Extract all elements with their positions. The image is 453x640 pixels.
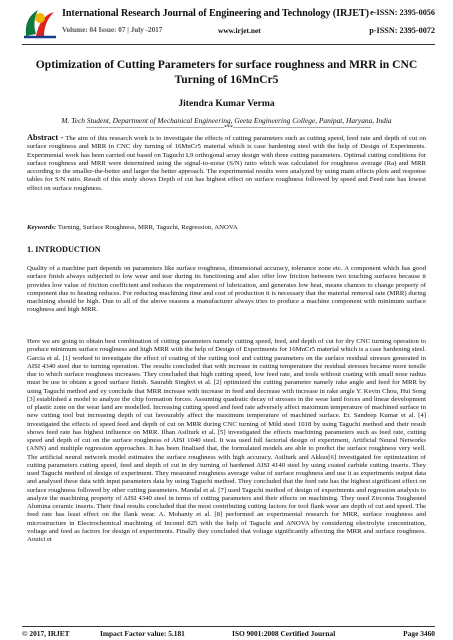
header-rule (22, 44, 435, 45)
footer-iso: ISO 9001:2008 Certified Journal (232, 629, 336, 638)
footer-copyright: © 2017, IRJET (22, 629, 70, 638)
intro-paragraph-1: Quality of a machine part depends on parameters like surface roughness, dimensional accuracy, tolerance zone etc. A component which has good surface finish always subjected to low wear and tear during its functioning and also offer low friction between two touching surfaces because it provides low value of friction coefficient and reduces the requirement of lubrication, and generates low heat, means chances to change property of component due to heating reduces. For reducing machining time and cost of production it is necessary that the material removal rate (MRR) during machining should be high. Due to all of the above reasons a manufacturer always tries to produce a machine component with minimum surface roughness and high MRR. (27, 265, 426, 314)
intro-paragraph-2: Here we are going to obtain best combination of cutting parameters namely cutting speed, feed, and depth of cut for dry CNC turning operation to produce minimum surface roughness and high MRR with the help of Design of Experiments for 16MnCr5 material which is a case hardening steel. Garcia et al. [1] worked to investigate the effect of coating of the cutting tool and cutting parameters on the surface residual stresses generated in AISI 4340 steel due to turning operation. The results concluded that with increase in cutting temperature the residual stresses became more tensile due to which surface roughness increases. They concluded that high cutting speed, low feed rate, and tools without coating with small nose radius must be use to obtain a good surface finish. Saurabh Singhvi et al. [2] optimized the cutting parameter namely rake angle and feed for MRR by using Taguchi method and ey conclude that MRR increase with increase in feed and decrease with increase in rake angle Y. Kevin Chou, Hui Song [3] established a model to analyze the chip formation forces. Assuming quadratic decay of stresses in the wear land forces and linear development of plastic zone on the wear land are modelled. Increasing cutting speed and feed rate adversely affect maximum temperature of machined surface in new cutting tool but increasing depth of cut favourably affect the maximum temperature of machined surface. Er. Sandeep Kumar et al. [4] investigated the effects of speed feed and depth of cut on MRR during CNC turning of Mild steel 1018 by using Taguchi method and their result shows feed rate has highest influence on MRR. Ilhan Asilturk et al. [5] investigated the effects machining parameters such as feed rate, cutting speed and depth of cut on the surface roughness of AISI 1040 steel. It was used full factorial design of experiment, Artificial Neural Networks (ANN) and multiple regression approaches. It has been finalised that, the formulated models are able to predict the surface roughness very well. The artificial neural network model estimates the surface roughness with high accuracy. Asilturk and Akkus[6] investigated for optimization of cutting parameters cutting speed, feed and depth of cut in dry turning of hardened AISI 4140 steel by using coated carbide cutting inserts. They used Taguchi method of design of experiment. They measured roughness average value of surface roughness and use it as experiments output data and analysed these data with input parameters data by using Taguchi method. They concluded that the feed rate has the highest significant effect on surface roughness followed by other cutting parameters. Mandal et al. [7] used Taguchi method of design of experiments and regression analysis to analyze the machining property of AISI 4340 steel in terms of cutting parameters and their effects on machining. They used Zirconia Toughened Alumina ceramic inserts. Their final results concluded that the most contributing cutting factors for tool flank wear are depth of cut and speed. The feed rate has least effect on the flank wear. A. Mohanty et al. [8] performed an experimental research for MRR, surface roughness and microstructure in Electrochemical machining of Inconel 825 with the help of Taguchi and ANOVA by considering electrolyte concentration, voltage and feed as factors for design of experiments. Finally they concluded that voltage significantly affecting the MRR and surface roughness. Aouici et (27, 338, 426, 543)
paper-author: Jitendra Kumar Verma (178, 98, 275, 109)
page-footer (22, 627, 435, 639)
keywords-label: Keywords: (27, 224, 57, 231)
abstract-label: Abstract - (27, 133, 64, 142)
keywords-text: Turning, Surface Roughness, MRR, Taguchi, Regression, ANOVA (56, 224, 238, 231)
journal-header (22, 6, 435, 46)
pissn: p-ISSN: 2395-0072 (369, 26, 435, 35)
journal-name: International Research Journal of Engineering and Technology (IRJET) (62, 8, 369, 19)
volume-issue: Volume: 04 Issue: 07 | July -2017 (62, 26, 163, 34)
paper-title: Optimization of Cutting Parameters for surface roughness and MRR in CNC Turning of 16MnCr5 (35, 58, 418, 86)
irjet-logo-icon (22, 6, 58, 40)
separator-text: ---------------------------------------------------------------------***--------------------------------------------------------------------- (86, 125, 371, 131)
footer-impact: Impact Factor value: 5.181 (100, 629, 185, 638)
keywords (27, 224, 426, 232)
eissn: e-ISSN: 2395-0056 (370, 8, 435, 17)
abstract (27, 134, 426, 193)
author-affiliation: M. Tech Student, Department of Mechanical Engineering, Geeta Engineering College, Panipat, Haryana, India (61, 116, 392, 125)
section-heading-introduction: 1. INTRODUCTION (27, 245, 101, 254)
journal-url[interactable]: www.irjet.net (218, 26, 261, 35)
footer-page-number: Page 3460 (403, 629, 435, 638)
abstract-text: The aim of this research work is to investigate the effects of cutting parameters such as cutting speed, feed rate and depth of cut on surface roughness and MRR in CNC dry turning of 16MnCr5 material which is case hardening steel with the help of Design of Experiments. Experimental work has been carried out based on Taguchi L9 orthogonal array design with three cutting parameters. Optimal cutting conditions for surface roughness and MRR were determined using the signal-to-noise (S/N) ratio which was calculated for roughness average (Ra) and MRR according to the smaller-the-better and larger the better approach. The experimental results were analyzed by using main effects plots and response tables for S/N ratio. Result of this study shows Depth of cut has highest effect on surface roughness followed by speed and Feed rate has lowest effect on surface roughness. (27, 135, 426, 192)
section-separator (22, 125, 435, 134)
